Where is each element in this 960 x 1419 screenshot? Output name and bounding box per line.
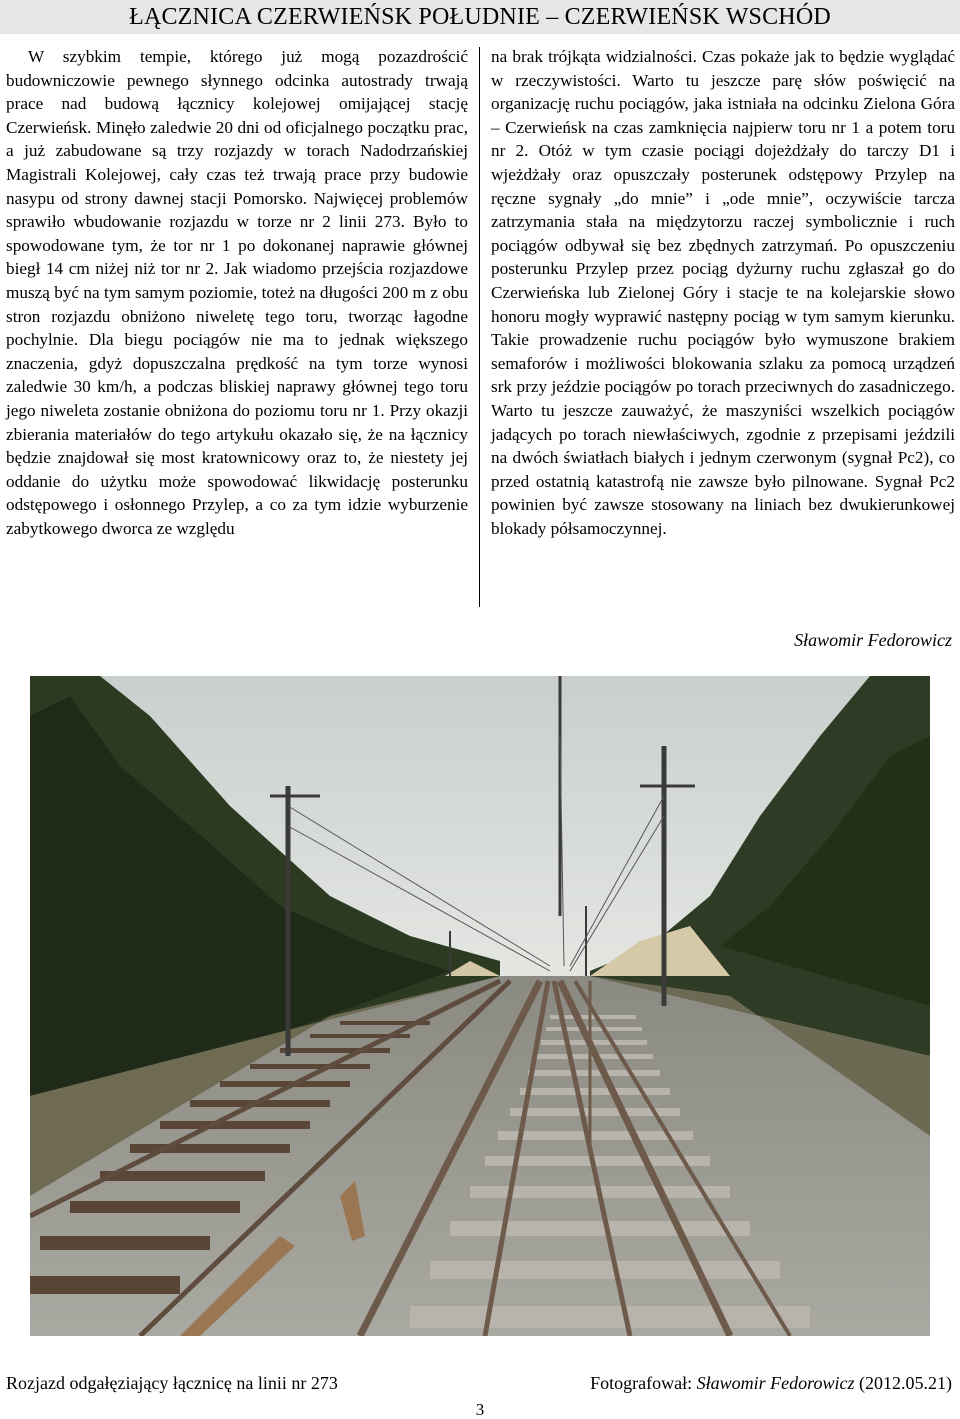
photo-credit-label: Fotografował: — [590, 1373, 693, 1393]
article-right-column — [491, 45, 955, 540]
photo-credit — [590, 1373, 952, 1394]
article-right-text: na brak trójkąta widzialności. Czas pokaże jak to będzie wyglądać w rzeczywistości. Warto tu jeszcze parę słów poświęcić na organizację ruchu pociągów, jaka istniała na odcinku Zielona Góra – Czerwieńsk na czas zamknięcia najpierw toru nr 1 a potem toru nr 2. Otóż w tym czasie pociągi dojeżdżały do tarczy D1 i wjeżdżały oraz opuszczały posterunek odstępowy Przylep na ręczne sygnały „do mnie” i „ode mnie”, oczywiście tarcza zatrzymania stała na międzytorzu raczej symbolicznie i ruch pociągów odbywał się bez zbędnych zatrzymań. Po opuszczeniu posterunku Przylep przez pociąg dyżurny ruchu zgłaszał go do Czerwieńska lub Zielonej Góry i stacje te na kolejarskie słowo honoru mogły wyprawić następny pociąg w tym samym kierunku. Takie prowadzenie ruchu pociągów było wymuszone brakiem semaforów i możliwości blokowania szlaku za pomocą urządzeń srk przy jeździe pociągów po torach przeciwnych do zasadniczego. Warto tu jeszcze zauważyć, że maszyniści wszelkich pociągów jadących po torach niewłaściwych, zgodnie z przepisami jeździli na dwóch światłach białych i jednym czerwonym (sygnał Pc2), co przed ostatnią katastrofą nie zawsze było pilnowane. Sygnał Pc2 powinien być zawsze stosowany na liniach bez dwukierunkowej blokady półsamoczynnej. — [491, 47, 955, 538]
column-divider — [479, 47, 480, 607]
photo-credit-date: (2012.05.21) — [859, 1373, 952, 1393]
article-left-text: W szybkim tempie, którego już mogą pozazdrościć budowniczowie pewnego słynnego odcinka autostrady trwają prace nad budową łącznicy kolejowej omijającej stację Czerwieńsk. Minęło zaledwie 20 dni od oficjalnego początku prac, a już zabudowane są trzy rozjazdy w torach Nadodrzańskiej Magistrali Kolejowej, cały czas też trwają prace przy budowie nasypu od strony dawnej stacji Pomorsko. Najwięcej problemów sprawiło wbudowanie rozjazdu w torze nr 2 linii 273. Było to spowodowane tym, że tor nr 1 po dokonanej naprawie głównej biegł 14 cm niżej niż tor nr 2. Jak wiadomo przejścia rozjazdowe muszą być na tym samym poziomie, toteż na długości 200 m z obu stron rozjazdu obniżono niweletę tego toru, tworząc łagodne pochylnie. Dla biegu pociągów nie ma to jednak większego znaczenia, gdyż dopuszczalna prędkość na tym torze wynosi zaledwie 30 km/h, a podczas bliskiej naprawy głównej tego toru jego niweleta zostanie obniżona do poziomu toru nr 1. Przy okazji zbierania materiałów do tego artykułu okazało się, że na łącznicy będzie znajdował się most kratownicowy oraz to, że niestety jej oddanie do użytku może spowodować likwidację posterunku odstępowego i osłonnego Przylep, a co za tym idzie wyburzenie zabytkowego dworca ze względu — [6, 47, 468, 538]
railway-photo-illustration — [30, 676, 930, 1336]
article-author: Sławomir Fedorowicz — [794, 630, 952, 650]
article-left-column — [6, 45, 468, 540]
page-title: ŁĄCZNICA CZERWIEŃSK POŁUDNIE – CZERWIEŃSK WSCHÓD — [129, 4, 831, 30]
page-number: 3 — [475, 1400, 485, 1419]
photo-caption: Rozjazd odgałęziający łącznicę na linii nr 273 — [6, 1373, 338, 1393]
railway-photo — [30, 676, 930, 1336]
photo-credit-name: Sławomir Fedorowicz — [696, 1373, 855, 1393]
